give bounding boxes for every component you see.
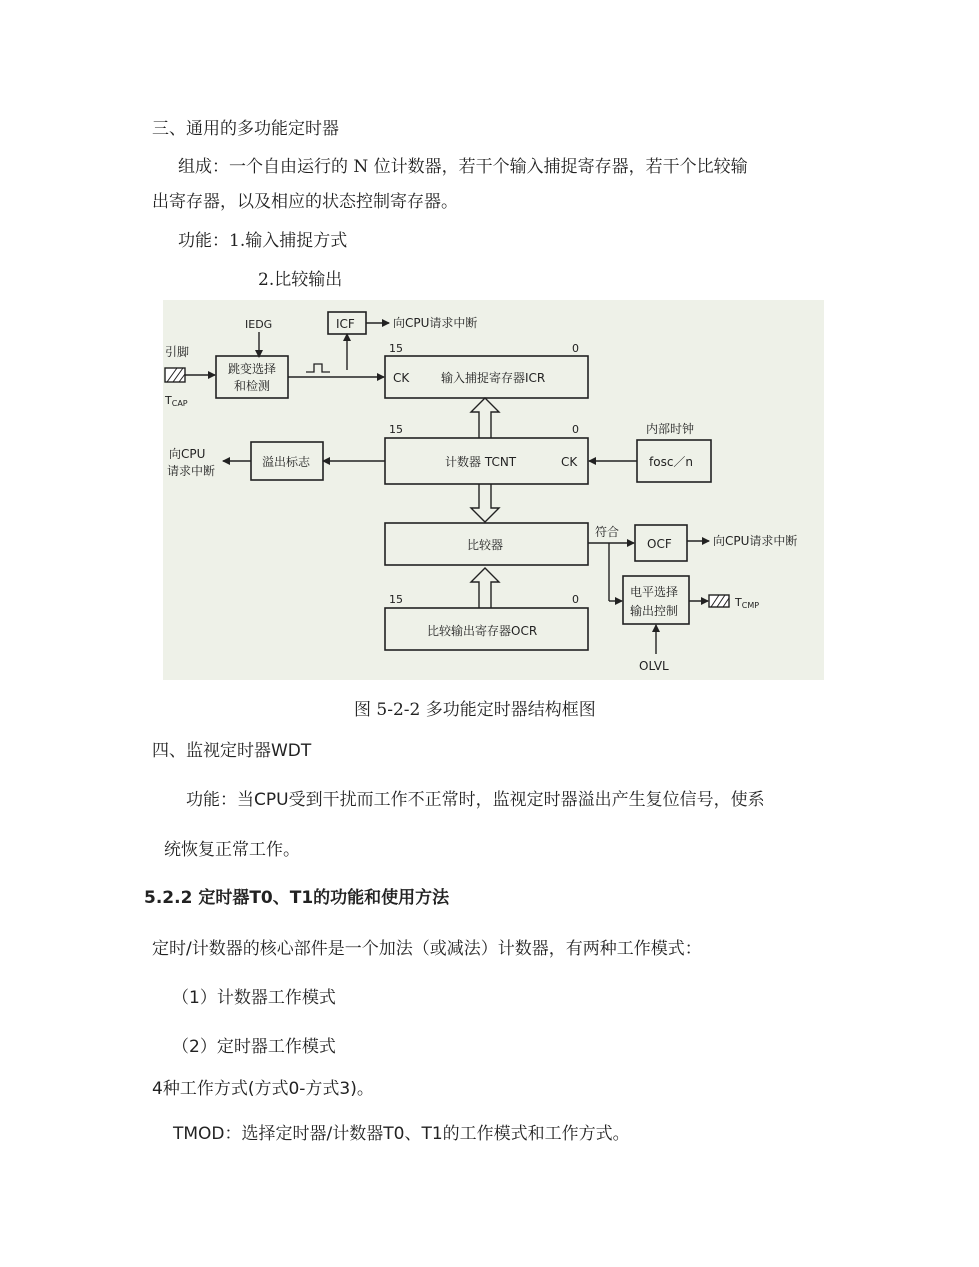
pin-label: 引脚: [165, 345, 190, 359]
section-5-2-2-heading: 5.2.2 定时器T0、T1的功能和使用方法: [144, 888, 450, 908]
counter-mode-1: （1）计数器工作模式: [172, 988, 336, 1008]
section-3-title: 三、通用的多功能定时器: [152, 119, 339, 139]
ocf-label: OCF: [647, 537, 672, 551]
ocr-bit-15: 15: [389, 593, 403, 606]
cpu-request-line1: 向CPU: [169, 447, 206, 461]
tcnt-label: 计数器 TCNT: [445, 455, 517, 469]
four-working-ways: 4种工作方式(方式0-方式3)。: [152, 1079, 374, 1099]
ocf-request-label: 向CPU请求中断: [713, 534, 798, 548]
function-compare-output: 2.比较输出: [258, 270, 343, 290]
icr-bit-0: 0: [572, 342, 579, 355]
edge-detect-line1: 跳变选择: [228, 362, 277, 376]
timer-mode-2: （2）定时器工作模式: [172, 1037, 336, 1057]
cpu-request-line2: 请求中断: [167, 464, 216, 478]
tcmp-label: TCMP: [735, 596, 760, 610]
section-4-title: 四、监视定时器WDT: [152, 741, 312, 761]
icf-request-label: 向CPU请求中断: [393, 316, 478, 330]
overflow-flag-label: 溢出标志: [262, 455, 311, 469]
ocr-label: 比较输出寄存器OCR: [427, 624, 538, 638]
tcnt-bit-15: 15: [389, 423, 403, 436]
wdt-function-line-2: 统恢复正常工作。: [164, 840, 300, 860]
ocr-to-comparator-arrow: [471, 568, 499, 608]
tcnt-to-comparator-arrow: [471, 484, 499, 522]
figure-caption: 图 5-2-2 多功能定时器结构框图: [354, 700, 596, 720]
match-label: 符合: [595, 525, 620, 539]
level-select-line1: 电平选择: [630, 585, 679, 599]
icr-ck-label: CK: [393, 371, 410, 385]
icr-label: 输入捕捉寄存器ICR: [441, 371, 546, 385]
counter-intro: 定时/计数器的核心部件是一个加法（或减法）计数器，有两种工作模式：: [152, 939, 702, 959]
internal-clock-label: 内部时钟: [646, 422, 695, 436]
comparator-label: 比较器: [467, 538, 504, 552]
olvl-label: OLVL: [639, 659, 669, 673]
wdt-function-line-1: 功能：当CPU受到干扰而工作不正常时，监视定时器溢出产生复位信号，使系: [186, 790, 765, 810]
icr-bit-15: 15: [389, 342, 403, 355]
tcnt-to-icr-arrow: [471, 398, 499, 438]
tcnt-ck-label: CK: [561, 455, 578, 469]
tcnt-bit-0: 0: [572, 423, 579, 436]
composition-line-1: 组成：一个自由运行的 N 位计数器，若干个输入捕捉寄存器，若干个比较输: [178, 157, 748, 177]
fosc-label: fosc／n: [649, 455, 694, 469]
level-select-line2: 输出控制: [630, 604, 679, 618]
tcap-label: TCAP: [165, 394, 188, 408]
diagram-svg: [163, 300, 824, 680]
ocr-bit-0: 0: [572, 593, 579, 606]
function-input-capture: 功能：1.输入捕捉方式: [178, 231, 348, 251]
pulse-symbol: [306, 364, 330, 372]
iedg-label: IEDG: [245, 318, 273, 331]
timer-block-diagram: [163, 300, 824, 680]
icf-label: ICF: [336, 317, 355, 331]
composition-line-2: 出寄存器，以及相应的状态控制寄存器。: [152, 192, 458, 212]
tmod-description: TMOD：选择定时器/计数器T0、T1的工作模式和工作方式。: [173, 1124, 630, 1144]
edge-detect-line2: 和检测: [234, 379, 271, 393]
